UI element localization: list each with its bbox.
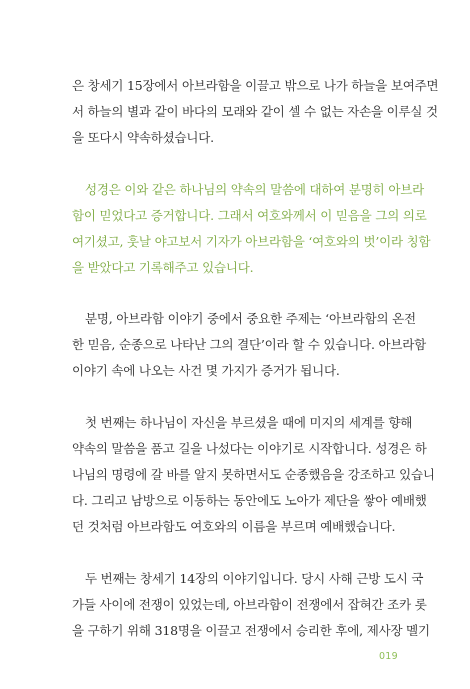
paragraph-3-line-2: 한 믿음, 순종으로 나타난 그의 결단’이라 할 수 있습니다. 아브라함: [72, 337, 427, 352]
paragraph-4-line-5: 던 것처럼 아브라함도 여호와의 이름을 부르며 예배했습니다.: [72, 519, 396, 534]
paragraph-5-line-2: 가들 사이에 전쟁이 있었는데, 아브라함이 전쟁에서 잡혀간 조카 롯: [72, 597, 427, 612]
paragraph-3-line-3: 이야기 속에 나오는 사건 몇 가지가 증거가 됩니다.: [72, 363, 340, 378]
paragraph-3-line-1: 분명, 아브라함 이야기 중에서 중요한 주제는 ‘아브라함의 온전: [85, 311, 416, 326]
paragraph-5-line-1: 두 번째는 창세기 14장의 이야기입니다. 당시 사해 근방 도시 국: [85, 571, 424, 586]
page-number: 019: [378, 651, 398, 662]
paragraph-2-line-3: 여기셨고, 훗날 야고보서 기자가 아브라함을 ‘여호와의 벗’이라 칭함: [72, 234, 431, 249]
paragraph-1-line-2: 서 하늘의 별과 같이 바다의 모래와 같이 셀 수 없는 자손을 이루실 것: [72, 104, 438, 119]
paragraph-1-line-3: 을 또다시 약속하셨습니다.: [72, 130, 214, 145]
paragraph-4-line-4: 다. 그리고 남방으로 이동하는 동안에도 노아가 제단을 쌓아 예배했: [72, 493, 427, 508]
paragraph-2-line-2: 함이 믿었다고 증거합니다. 그래서 여호와께서 이 믿음을 그의 의로: [72, 208, 427, 223]
paragraph-5-line-3: 을 구하기 위해 318명을 이끌고 전쟁에서 승리한 후에, 제사장 멜기: [72, 623, 430, 638]
paragraph-4-line-1: 첫 번째는 하나님이 자신을 부르셨을 때에 미지의 세계를 향해: [85, 415, 413, 430]
paragraph-4-line-2: 약속의 말씀을 품고 길을 나섰다는 이야기로 시작합니다. 성경은 하: [72, 441, 427, 456]
paragraph-4-line-3: 나님의 명령에 갈 바를 알지 못하면서도 순종했음을 강조하고 있습니: [72, 467, 435, 482]
paragraph-1-line-1: 은 창세기 15장에서 아브라함을 이끌고 밖으로 나가 하늘을 보여주면: [72, 78, 439, 93]
paragraph-2-line-1: 성경은 이와 같은 하나님의 약속의 말씀에 대하여 분명히 아브라: [85, 182, 424, 197]
paragraph-2-line-4: 을 받았다고 기록해주고 있습니다.: [72, 260, 254, 275]
